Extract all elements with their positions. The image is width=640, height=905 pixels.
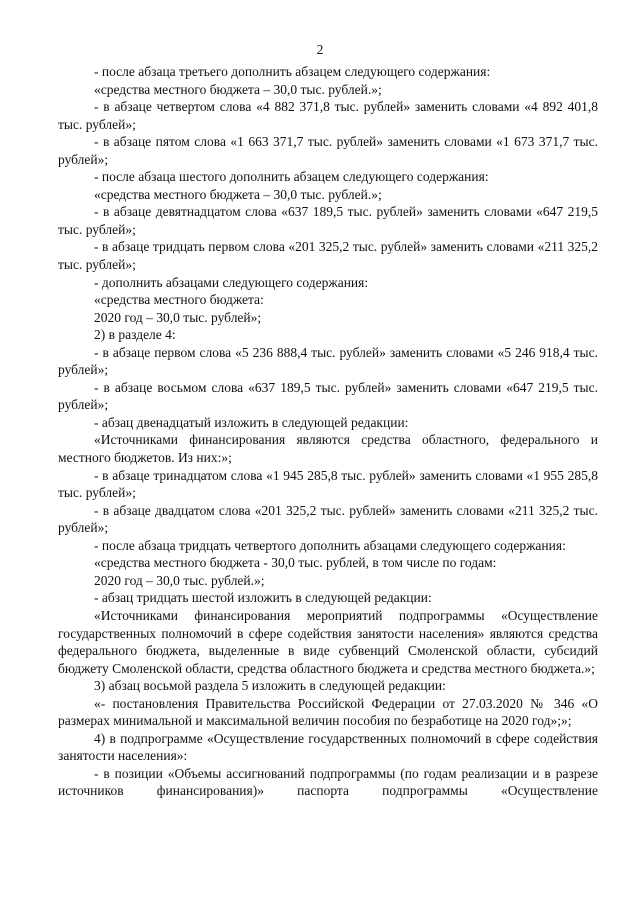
paragraph: - в абзаце четвертом слова «4 882 371,8 тыс. рублей» заменить словами «4 892 401,8 тыс. рублей»; [58,99,598,132]
paragraph: - абзац тридцать шестой изложить в следующей редакции: [94,590,432,606]
paragraph: - в позиции «Объемы ассигнований подпрограммы (по годам реализации и в разрезе источников финансирования)» паспорта подпрограммы «Осуществление [58,765,598,799]
paragraph: - в абзаце тринадцатом слова «1 945 285,8 тыс. рублей» заменить словами «1 955 285,8 тыс. рублей»; [58,467,598,501]
paragraph: - в абзаце первом слова «5 236 888,4 тыс. рублей» заменить словами «5 246 918,4 тыс. рублей»; [58,344,598,378]
paragraph: - после абзаца шестого дополнить абзацем следующего содержания: [94,169,489,185]
paragraph: - в абзаце восьмом слова «637 189,5 тыс. рублей» заменить словами «647 219,5 тыс. рублей»; [58,379,598,413]
paragraph: 2) в разделе 4: [94,327,176,343]
document-body [58,63,598,800]
paragraph: - абзац двенадцатый изложить в следующей редакции: [94,414,409,430]
paragraph: «Источниками финансирования мероприятий подпрограммы «Осуществление государственных полномочий в сфере содействия занятости населения» являются средства федерального бюджета, выделенные в виде субвенций Смоленской области, субсидий бюджету Смоленской области, средства областного бюджета и средства местного бюджета.»; [58,607,598,676]
paragraph: - в абзаце двадцатом слова «201 325,2 тыс. рублей» заменить словами «211 325,2 тыс. рублей»; [58,502,598,536]
paragraph: «Источниками финансирования являются средства областного, федерального и местного бюджетов. Из них:»; [58,432,598,466]
paragraph: - в абзаце девятнадцатом слова «637 189,5 тыс. рублей» заменить словами «647 219,5 тыс. рублей»; [58,204,598,237]
paragraph: «средства местного бюджета - 30,0 тыс. рублей, в том числе по годам: [94,555,497,571]
paragraph: - дополнить абзацами следующего содержания: [94,274,369,290]
paragraph: «средства местного бюджета – 30,0 тыс. рублей.»; [94,81,382,97]
paragraph: «средства местного бюджета: [94,292,264,308]
paragraph: - после абзаца третьего дополнить абзацем следующего содержания: [94,64,491,79]
paragraph: - в абзаце тридцать первом слова «201 325,2 тыс. рублей» заменить словами «211 325,2 тыс. рублей»; [58,239,598,273]
paragraph: - в абзаце пятом слова «1 663 371,7 тыс. рублей» заменить словами «1 673 371,7 тыс. рублей»; [58,134,598,167]
paragraph: «- постановления Правительства Российской Федерации от 27.03.2020 № 346 «О размерах минимальной и максимальной величин пособия по безработице на 2020 год»;»; [58,695,598,729]
paragraph: 2020 год – 30,0 тыс. рублей»; [94,309,262,325]
page-number: 2 [316,42,324,57]
paragraph: 2020 год – 30,0 тыс. рублей.»; [94,572,265,588]
paragraph: 3) абзац восьмой раздела 5 изложить в следующей редакции: [94,678,446,694]
paragraph: 4) в подпрограмме «Осуществление государственных полномочий в сфере содействия занятости населения»: [58,730,598,764]
paragraph: - после абзаца тридцать четвертого дополнить абзацами следующего содержания: [94,537,566,553]
paragraph: «средства местного бюджета – 30,0 тыс. рублей.»; [94,186,382,202]
